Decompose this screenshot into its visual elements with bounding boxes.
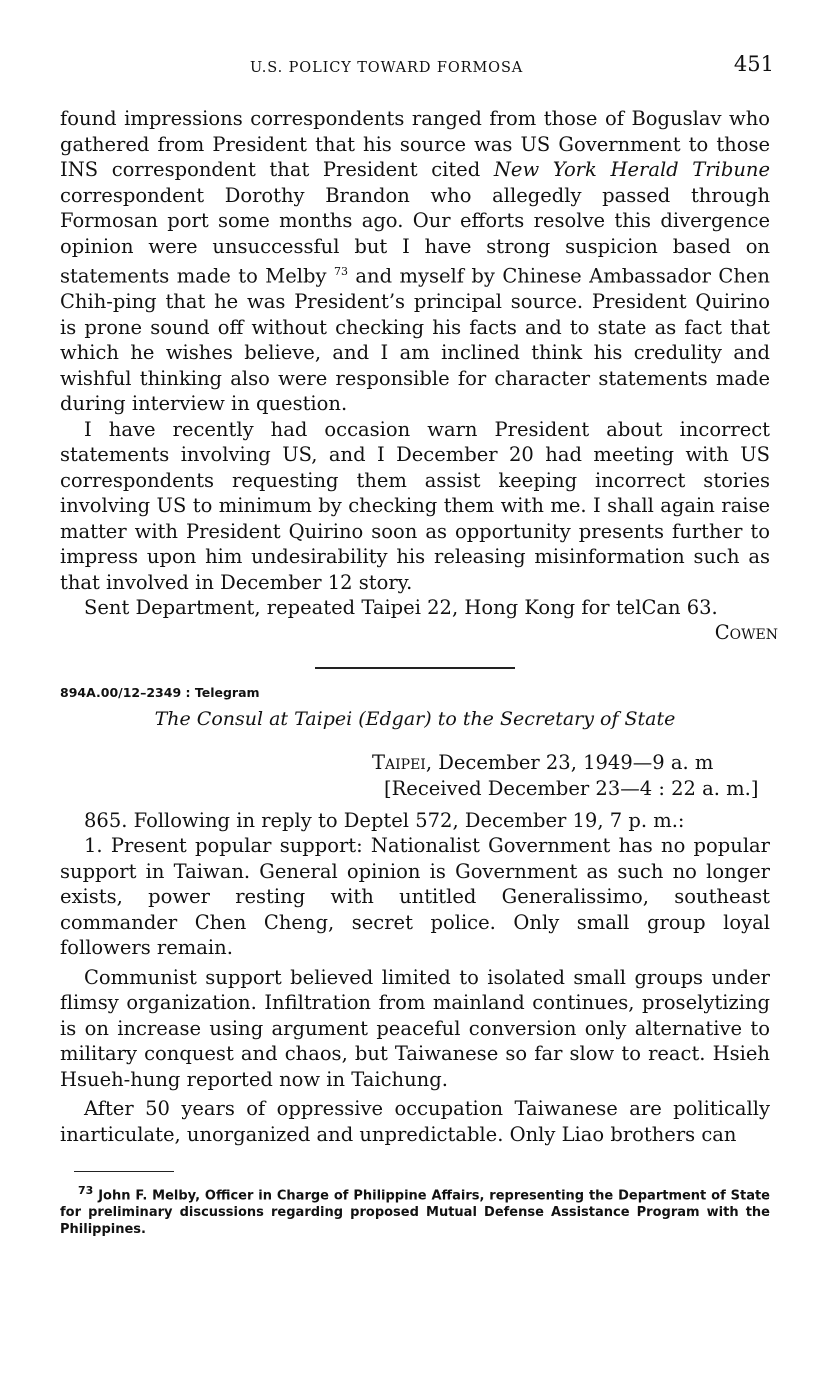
text-run: found impressions correspondents ranged from those of Boguslav who gathered from President that his source was US Government to those INS correspondent that President cited [60, 107, 770, 181]
dateline-date: , December 23, 1949—9 a. m [425, 750, 714, 774]
paragraph-continuation [60, 106, 770, 417]
footnote [60, 1182, 770, 1238]
paragraph: After 50 years of oppressive occupation Taiwanese are politically inarticulate, unorganized and unpredictable. Only Liao brothers can [60, 1097, 770, 1146]
paragraph: 1. Present popular support: Nationalist Government has no popular support in Taiwan. General opinion is Government as such no longer exists, power resting with untitled Generalissimo, southeast commander Chen Cheng, secret police. Only small group loyal followers remain. [60, 834, 770, 959]
page-number: 451 [733, 52, 774, 76]
signature: Cowen [714, 620, 778, 644]
footnote-rule [74, 1171, 174, 1172]
dateline-place: Taipei [372, 750, 426, 774]
newspaper-title: New York Herald Tribune [493, 158, 770, 181]
document-file-id: 894A.00/12–2349 : Telegram [60, 684, 260, 700]
text-run: correspondent Dorothy Brandon who allegedly passed through Formosan port some months ago. Our efforts resolve this divergence opinion were unsuccessful but I have strong suspicion based on statements made to Melby [60, 183, 770, 288]
paragraph: 865. Following in reply to Deptel 572, December 19, 7 p. m.: [84, 808, 685, 832]
paragraph: Sent Department, repeated Taipei 22, Hong Kong for telCan 63. [84, 596, 718, 619]
running-head [60, 48, 774, 88]
section-divider [315, 667, 515, 669]
text-run: and myself by Chinese Ambassador Chen Chih-ping that he was President’s principal source. President Quirino is prone sound off without checking his facts and to state as fact that which he wishes believe, and I am inclined think his credulity and wishful thinking also were responsible for character statements made during interview in question. [60, 264, 770, 415]
footnote-marker: 73 [78, 1184, 94, 1197]
footnote-reference: 73 [333, 265, 348, 278]
received-line: [Received December 23—4 : 22 a. m.] [384, 776, 759, 800]
footnote-text: John F. Melby, Officer in Charge of Philippine Affairs, representing the Department of State for preliminary discussions regarding proposed Mutual Defense Assistance Program with the Philippines. [60, 1188, 770, 1238]
paragraph: Communist support believed limited to isolated small groups under flimsy organization. Infiltration from mainland continues, proselytizing is on increase using argument peaceful conversion only alternative to military conquest and chaos, but Taiwanese so far slow to react. Hsieh Hsueh-hung reported now in Taichung. [60, 965, 770, 1091]
document-title: The Consul at Taipei (Edgar) to the Secretary of State [154, 707, 676, 730]
paragraph: I have recently had occasion warn President about incorrect statements involving US, and I December 20 had meeting with US correspondents requesting them assist keeping incorrect stories involving US to minimum by checking them with me. I shall again raise matter with President Quirino soon as opportunity presents further to impress upon him undesirability his releasing misinformation such as that involved in December 12 story. [60, 417, 770, 594]
document-page [60, 48, 778, 1238]
dateline [372, 750, 770, 776]
running-title: U.S. POLICY TOWARD FORMOSA [250, 60, 524, 76]
